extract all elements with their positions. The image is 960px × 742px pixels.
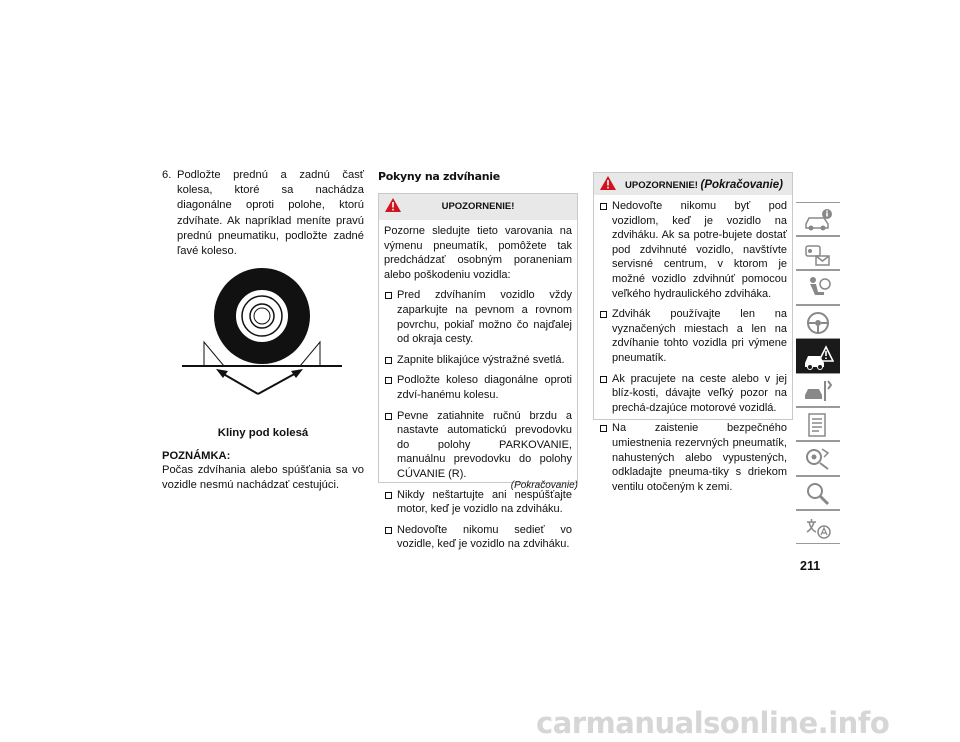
tab-maintenance[interactable]: [796, 407, 840, 441]
bullet-square-icon: [385, 527, 392, 534]
warning-item: Na zaistenie bezpečného umiestnenia rezervných pneumatík, nahustených alebo vypustených, odkladajte pneuma-tiky s driekom ventilu otočeným k zemi.: [599, 421, 787, 494]
tab-keys[interactable]: [796, 236, 840, 270]
tab-service[interactable]: [796, 373, 840, 407]
bullet-square-icon: [600, 203, 607, 210]
warning-item: Nedovoľte nikomu byť pod vozidlom, keď je vozidlo na zdviháku. Ak sa potre-bujete dostať pod zdvihnuté vozidlo, navštívte servisné centrum, v ktorom je možné vozidlo zdvihnúť pomocou veľkého hydraulického zdviháka.: [599, 199, 787, 301]
section-heading: Pokyny na zdvíhanie: [378, 170, 500, 183]
warning-triangle-icon: [599, 175, 617, 191]
warning-item: Nikdy neštartujte ani nespúšťajte motor, keď je vozidlo na zdviháku.: [384, 488, 572, 517]
car-warning-icon: [802, 343, 834, 371]
car-info-icon: [802, 206, 834, 234]
key-envelope-icon: [802, 240, 834, 268]
warning-body: [594, 195, 792, 498]
tab-index[interactable]: [796, 476, 840, 510]
bullet-square-icon: [600, 311, 607, 318]
car-tools-icon: [802, 377, 834, 405]
warning-intro: Pozorne sledujte tieto varovania na výmenu pneumatík, pomôžete tak predchádzať osobným poraneniam alebo poškodeniu vozidla:: [384, 225, 572, 281]
tab-emergency[interactable]: [796, 339, 840, 373]
tab-driving[interactable]: [796, 305, 840, 339]
warning-header: [379, 194, 577, 220]
bullet-square-icon: [385, 292, 392, 299]
note-text: Počas zdvíhania alebo spúšťania sa vo vozidle nesmú nachádzať cestujúci.: [162, 464, 364, 492]
page-number: 211: [800, 559, 821, 573]
warning-item: Nedovoľte nikomu sedieť vo vozidle, keď je vozidlo na zdviháku.: [384, 523, 572, 552]
tab-car-info[interactable]: [796, 202, 840, 236]
language-icon: [802, 514, 834, 542]
bullet-square-icon: [600, 425, 607, 432]
warning-box-2: [593, 172, 793, 493]
bullet-square-icon: [385, 357, 392, 364]
step-number: 6.: [162, 169, 172, 181]
search-icon: [802, 480, 834, 508]
warning-item: Pred zdvíhaním vozidlo vždy zaparkujte na pevnom a rovnom povrchu, pokiaľ možno čo najďalej od okraja cesty.: [384, 288, 572, 346]
continued-label: (Pokračovanie): [510, 480, 578, 491]
bullet-square-icon: [600, 376, 607, 383]
steering-wheel-icon: [802, 309, 834, 337]
warning-title-suffix: (Pokračovanie): [700, 179, 783, 191]
figure-caption: Kliny pod kolesá: [217, 427, 309, 439]
step-6: [162, 168, 364, 259]
bullet-square-icon: [385, 413, 392, 420]
chapter-tabs: [796, 202, 840, 544]
warning-item: Podložte koleso diagonálne oproti zdví-hanému kolesu.: [384, 373, 572, 402]
maintenance-list-icon: [802, 411, 834, 439]
warning-header: [594, 173, 792, 195]
airbag-person-icon: [802, 274, 834, 302]
warning-item: Pevne zatiahnite ručnú brzdu a nastavte automatickú prevodovku do polohy PARKOVANIE, manuálnu prevodovku do polohy CÚVANIE (R).: [384, 409, 572, 482]
bullet-square-icon: [385, 377, 392, 384]
tab-safety[interactable]: [796, 270, 840, 304]
tab-tech-specs[interactable]: [796, 441, 840, 475]
wheel-chocks-illustration: [182, 266, 342, 398]
warning-title: UPOZORNENIE!: [441, 201, 515, 212]
note-title: POZNÁMKA:: [162, 450, 231, 462]
left-column: [162, 168, 364, 259]
warning-body: [379, 220, 577, 556]
tab-language[interactable]: [796, 510, 840, 544]
warning-item: Zapnite blikajúce výstražné svetlá.: [384, 353, 572, 368]
warning-item: Ak pracujete na ceste alebo v jej blíz-kosti, dávajte veľký pozor na prechá-dzajúce motorové vozidlá.: [599, 372, 787, 416]
tech-specs-icon: [802, 445, 834, 473]
warning-title: UPOZORNENIE! (Pokračovanie): [625, 179, 783, 191]
step-text: Podložte prednú a zadnú časť kolesa, ktoré sa nachádza diagonálne oproti polohe, ktorú zdvíhate. Ak napríklad meníte pravú prednú pneumatiku, podložte zadné ľavé koleso.: [177, 169, 364, 258]
watermark: carmanualsonline.info: [536, 706, 890, 740]
bullet-square-icon: [385, 492, 392, 499]
warning-item: Zdvihák používajte len na vyznačených miestach a len na zdvíhanie tohto vozidla pri výmene pneumatík.: [599, 307, 787, 365]
